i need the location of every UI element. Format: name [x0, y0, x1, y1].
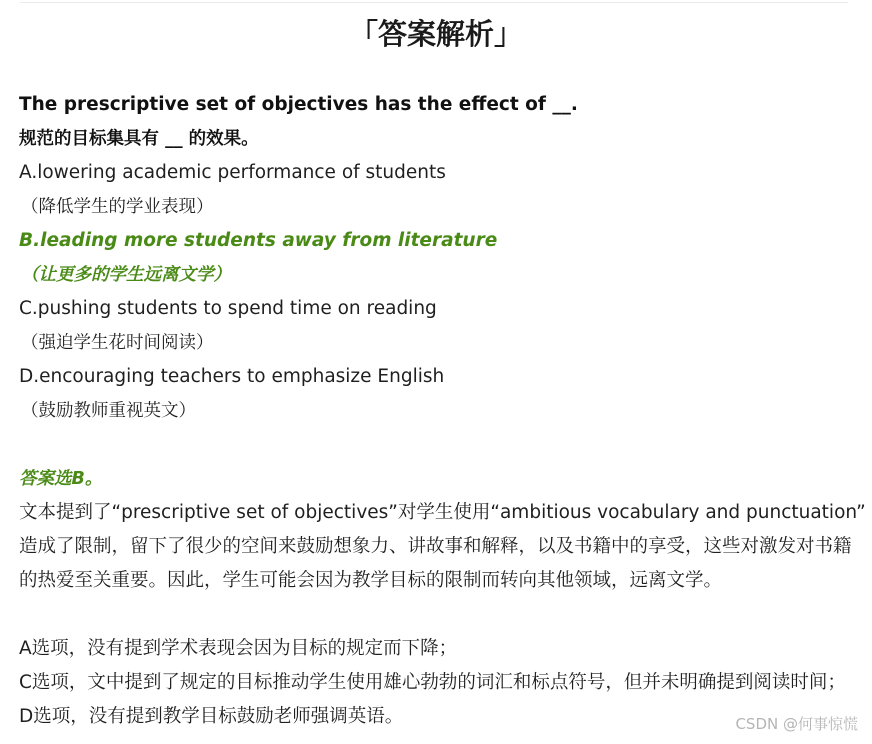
- option-d-translation: （鼓励教师重视英文）: [21, 401, 196, 421]
- option-note-d: D选项，没有提到教学目标鼓励老师强调英语。: [19, 706, 404, 727]
- option-d-text: D.encouraging teachers to emphasize English: [19, 366, 445, 387]
- answer-label: 答案选B。: [19, 469, 103, 489]
- answer-analysis-content: [19, 88, 866, 734]
- question-english: The prescriptive set of objectives has the effect of __.: [19, 94, 578, 115]
- spacer: [19, 428, 859, 462]
- section-title: 「答案解析」: [348, 17, 523, 51]
- top-divider: [20, 2, 848, 3]
- explanation-line: 文本提到了“prescriptive set of objectives”对学生使用“ambitious vocabulary and punctuation”: [19, 502, 866, 523]
- question-chinese: 规范的目标集具有 __ 的效果。: [19, 129, 259, 149]
- explanation-line: 的热爱至关重要。因此，学生可能会因为教学目标的限制而转向其他领域，远离文学。: [19, 570, 723, 591]
- option-c-translation: （强迫学生花时间阅读）: [21, 333, 214, 353]
- option-a-translation: （降低学生的学业表现）: [21, 197, 214, 217]
- option-a-text: A.lowering academic performance of students: [19, 162, 446, 183]
- option-notes: [19, 632, 859, 734]
- option-b-text-correct: B.leading more students away from literature: [19, 230, 498, 251]
- option-note-c: C选项，文中提到了规定的目标推动学生使用雄心勃勃的词汇和标点符号，但并未明确提到阅读时间；: [19, 672, 846, 693]
- csdn-watermark: CSDN @何事惊慌: [735, 715, 858, 733]
- answer-explanation: [19, 496, 866, 598]
- spacer: [19, 598, 859, 632]
- option-c-text: C.pushing students to spend time on reading: [19, 298, 437, 319]
- explanation-line: 造成了限制，留下了很少的空间来鼓励想象力、讲故事和解释，以及书籍中的享受，这些对激发对书籍: [19, 536, 852, 557]
- option-note-a: A选项，没有提到学术表现会因为目标的规定而下降；: [19, 638, 458, 659]
- option-b-translation-correct: （让更多的学生远离文学）: [21, 265, 231, 285]
